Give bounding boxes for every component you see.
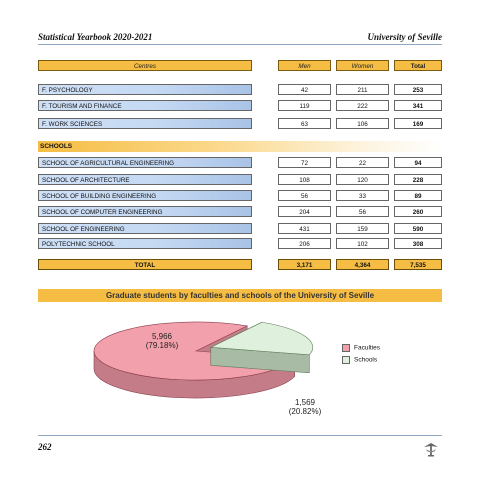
centre-name: SCHOOL OF ARCHITECTURE [38, 174, 252, 185]
total-value: 341 [394, 100, 442, 111]
table-row [38, 206, 442, 217]
women-value: 22 [336, 157, 389, 168]
footer-divider [38, 435, 442, 436]
legend-label-faculties: Faculties [354, 344, 381, 352]
legend-swatch-schools [342, 356, 350, 364]
column-header-centres: Centres [38, 60, 252, 71]
total-value: 308 [394, 238, 442, 249]
table-row [38, 174, 442, 185]
total-value: 253 [394, 84, 442, 95]
pie-data-label-0-value: 5,966 [151, 332, 173, 341]
column-header-total: Total [394, 60, 442, 71]
table-row [38, 238, 442, 249]
legend-item-schools [342, 356, 377, 364]
centre-name: F. TOURISM AND FINANCE [38, 100, 252, 111]
men-value: 204 [278, 206, 331, 217]
header-institution: University of Seville [367, 32, 442, 42]
men-value: 56 [278, 190, 331, 201]
university-logo-icon [422, 440, 440, 458]
men-value: 63 [278, 118, 331, 129]
legend-label-schools: Schools [354, 356, 378, 364]
total-value: 590 [394, 223, 442, 234]
men-value: 72 [278, 157, 331, 168]
centre-name: F. PSYCHOLOGY [38, 84, 252, 95]
centre-name: F. WORK SCIENCES [38, 118, 252, 129]
centre-name: POLYTECHNIC SCHOOL [38, 238, 252, 249]
grand-total: 7,535 [394, 259, 442, 270]
column-header-women: Women [336, 60, 389, 71]
column-header-men: Men [278, 60, 331, 71]
women-value: 159 [336, 223, 389, 234]
centre-name: SCHOOL OF ENGINEERING [38, 223, 252, 234]
page-number: 262 [38, 442, 52, 452]
women-value: 56 [336, 206, 389, 217]
header-divider [38, 44, 442, 45]
total-label: TOTAL [38, 259, 252, 270]
total-value: 169 [394, 118, 442, 129]
women-value: 106 [336, 118, 389, 129]
header-title: Statistical Yearbook 2020-2021 [38, 32, 153, 42]
women-value: 211 [336, 84, 389, 95]
centre-name: SCHOOL OF AGRICULTURAL ENGINEERING [38, 157, 252, 168]
total-value: 94 [394, 157, 442, 168]
men-total: 3,171 [278, 259, 331, 270]
women-value: 120 [336, 174, 389, 185]
men-value: 108 [278, 174, 331, 185]
total-value: 89 [394, 190, 442, 201]
total-value: 228 [394, 174, 442, 185]
women-value: 102 [336, 238, 389, 249]
men-value: 42 [278, 84, 331, 95]
table-row [38, 190, 442, 201]
table-row [38, 223, 442, 234]
women-value: 33 [336, 190, 389, 201]
men-value: 119 [278, 100, 331, 111]
table-total-row [38, 259, 442, 270]
table-header [38, 60, 442, 71]
centre-name: SCHOOL OF BUILDING ENGINEERING [38, 190, 252, 201]
table-row [38, 118, 442, 129]
schools-section-heading: SCHOOLS [38, 141, 442, 152]
legend-swatch-faculties [342, 344, 350, 352]
pie-chart [0, 305, 480, 445]
legend-item-faculties [342, 344, 380, 352]
table-row [38, 84, 442, 95]
table-row [38, 157, 442, 168]
pie-data-label-0-percent: (79.18%) [145, 341, 179, 350]
pie-data-label-1-value: 1,569 [294, 398, 316, 407]
pie-data-label-1-percent: (20.82%) [288, 407, 322, 416]
women-total: 4,364 [336, 259, 389, 270]
total-value: 260 [394, 206, 442, 217]
women-value: 222 [336, 100, 389, 111]
centre-name: SCHOOL OF COMPUTER ENGINEERING [38, 206, 252, 217]
men-value: 431 [278, 223, 331, 234]
men-value: 206 [278, 238, 331, 249]
table-row [38, 100, 442, 111]
chart-title: Graduate students by faculties and schools of the University of Seville [38, 289, 442, 302]
